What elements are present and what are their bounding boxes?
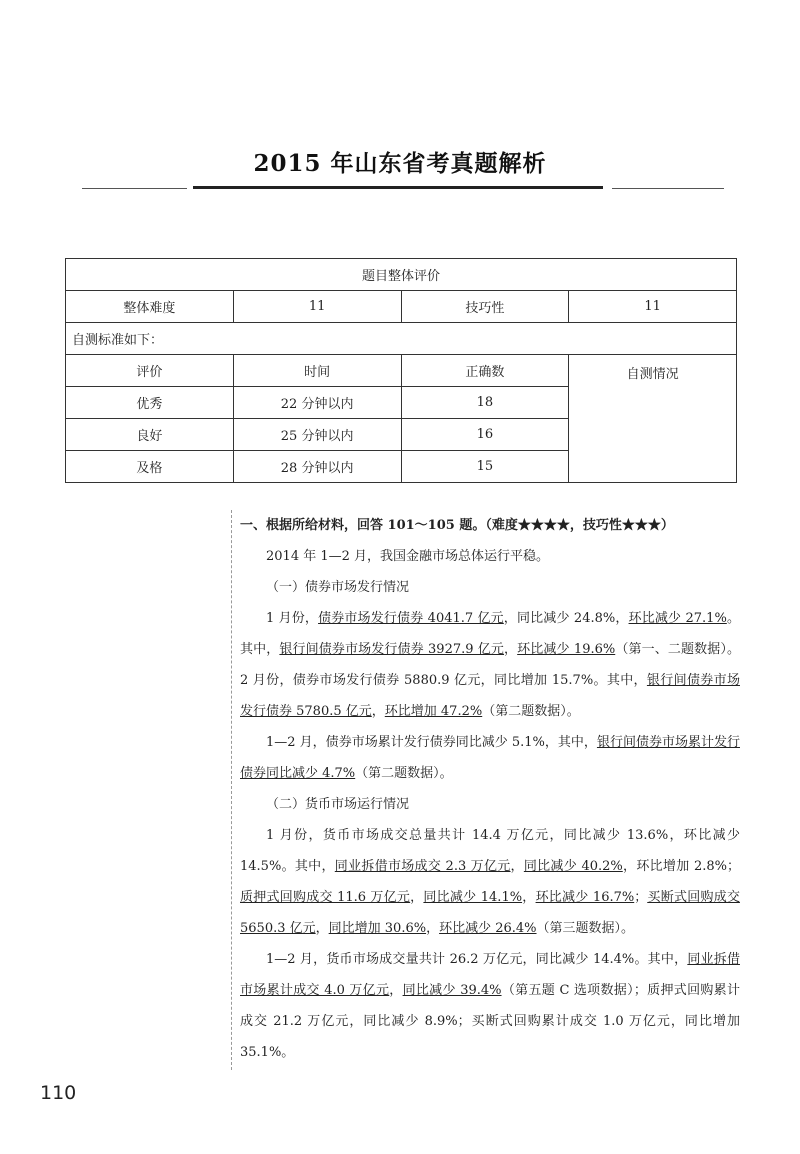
difficulty-value: 11 — [233, 291, 401, 323]
column-header: 评价 — [66, 355, 234, 387]
text: ，环比增加 2.8%； — [622, 859, 740, 874]
text: ， — [371, 704, 385, 719]
skill-value: 11 — [569, 291, 737, 323]
title-rule — [193, 186, 603, 189]
underlined-text: 环比减少 19.6% — [517, 642, 616, 657]
underlined-text: 环比减少 27.1% — [628, 611, 727, 626]
paragraph — [240, 820, 740, 944]
skill-label: 技巧性 — [401, 291, 569, 323]
table-cell: 及格 — [66, 451, 234, 483]
difficulty-label: 整体难度 — [66, 291, 234, 323]
text: 1—2 月，货币市场成交量共计 26.2 万亿元，同比减少 14.4%。其中， — [266, 952, 688, 967]
table-cell: 15 — [401, 451, 569, 483]
table-cell: 优秀 — [66, 387, 234, 419]
text: ， — [426, 921, 440, 936]
text: （第三题数据）。 — [536, 921, 635, 936]
title-rule-left — [82, 188, 187, 189]
text: （第五题 C 选项数据）；质押式回购累计成交 21.2 万亿元，同比减少 8.9%；买断式回购累计成交 1.0 万亿元，同比增加 35.1%。 — [240, 983, 740, 1060]
underlined-text: 债券市场发行债券 4041.7 亿元 — [318, 611, 504, 626]
self-test-note: 自测标准如下： — [66, 323, 737, 355]
margin-line — [231, 510, 233, 1070]
text: ， — [510, 859, 524, 874]
underlined-text: 同比减少 14.1% — [423, 890, 523, 905]
table-header: 题目整体评价 — [66, 259, 737, 291]
underlined-text: 同比增加 30.6% — [328, 921, 427, 936]
column-header: 正确数 — [401, 355, 569, 387]
text: ， — [410, 890, 424, 905]
underlined-text: 银行间债券市场发行债券 3927.9 亿元 — [279, 642, 505, 657]
text: ， — [315, 921, 329, 936]
underlined-text: 同业拆借市场成交 2.3 万亿元 — [334, 859, 511, 874]
text: 。其中， — [240, 611, 740, 657]
text: 1 月份，货币市场成交总量共计 14.4 万亿元，同比减少 13.6%，环比减少 14.5%。其中， — [240, 828, 740, 874]
table-cell: 18 — [401, 387, 569, 419]
underlined-text: 环比减少 26.4% — [439, 921, 537, 936]
column-header: 自测情况 — [569, 355, 737, 483]
paragraph: 2014 年 1—2 月，我国金融市场总体运行平稳。 — [266, 549, 550, 564]
text: （第二题数据）。 — [482, 704, 580, 719]
paragraph — [240, 603, 740, 727]
underlined-text: 同比减少 40.2% — [523, 859, 623, 874]
underlined-text: 买断式回购成交 5650.3 亿元 — [240, 890, 740, 936]
text: 1—2 月，债券市场累计发行债券同比减少 5.1%，其中， — [266, 735, 597, 750]
text: （第二题数据）。 — [355, 766, 453, 781]
text: （第一、二题数据）。2 月份，债券市场发行债券 5880.9 亿元，同比增加 15.7%。其中， — [240, 642, 740, 688]
text: ； — [634, 890, 648, 905]
table-cell: 16 — [401, 419, 569, 451]
text: ， — [389, 983, 403, 998]
column-header: 时间 — [233, 355, 401, 387]
table-cell: 22 分钟以内 — [233, 387, 401, 419]
page-title: 2015 年山东省考真题解析 — [253, 150, 547, 177]
underlined-text: 环比增加 47.2% — [384, 704, 483, 719]
underlined-text: 环比减少 16.7% — [535, 890, 635, 905]
evaluation-table — [65, 258, 737, 483]
page-number: 110 — [40, 1082, 77, 1104]
underlined-text: 同业拆借市场累计成交 4.0 万亿元 — [240, 952, 740, 998]
table-cell: 25 分钟以内 — [233, 419, 401, 451]
section-heading: （一）债券市场发行情况 — [266, 580, 410, 595]
section-heading: （二）货币市场运行情况 — [266, 797, 410, 812]
paragraph — [240, 727, 740, 789]
text: ， — [504, 642, 518, 657]
title-rule-right — [612, 188, 724, 189]
underlined-text: 质押式回购成交 11.6 万亿元 — [240, 890, 411, 905]
text: 1 月份， — [266, 611, 319, 626]
table-cell: 28 分钟以内 — [233, 451, 401, 483]
underlined-text: 银行间债券市场发行债券 5780.5 亿元 — [240, 673, 740, 719]
paragraph — [240, 944, 740, 1068]
underlined-text: 银行间债券市场累计发行债券同比减少 4.7% — [240, 735, 740, 781]
text: ， — [522, 890, 536, 905]
table-cell: 良好 — [66, 419, 234, 451]
article-body — [240, 510, 740, 1068]
underlined-text: 同比减少 39.4% — [402, 983, 502, 998]
question-heading: 一、根据所给材料，回答 101～105 题。（难度★★★★，技巧性★★★） — [240, 518, 674, 533]
text: ，同比减少 24.8%， — [503, 611, 629, 626]
